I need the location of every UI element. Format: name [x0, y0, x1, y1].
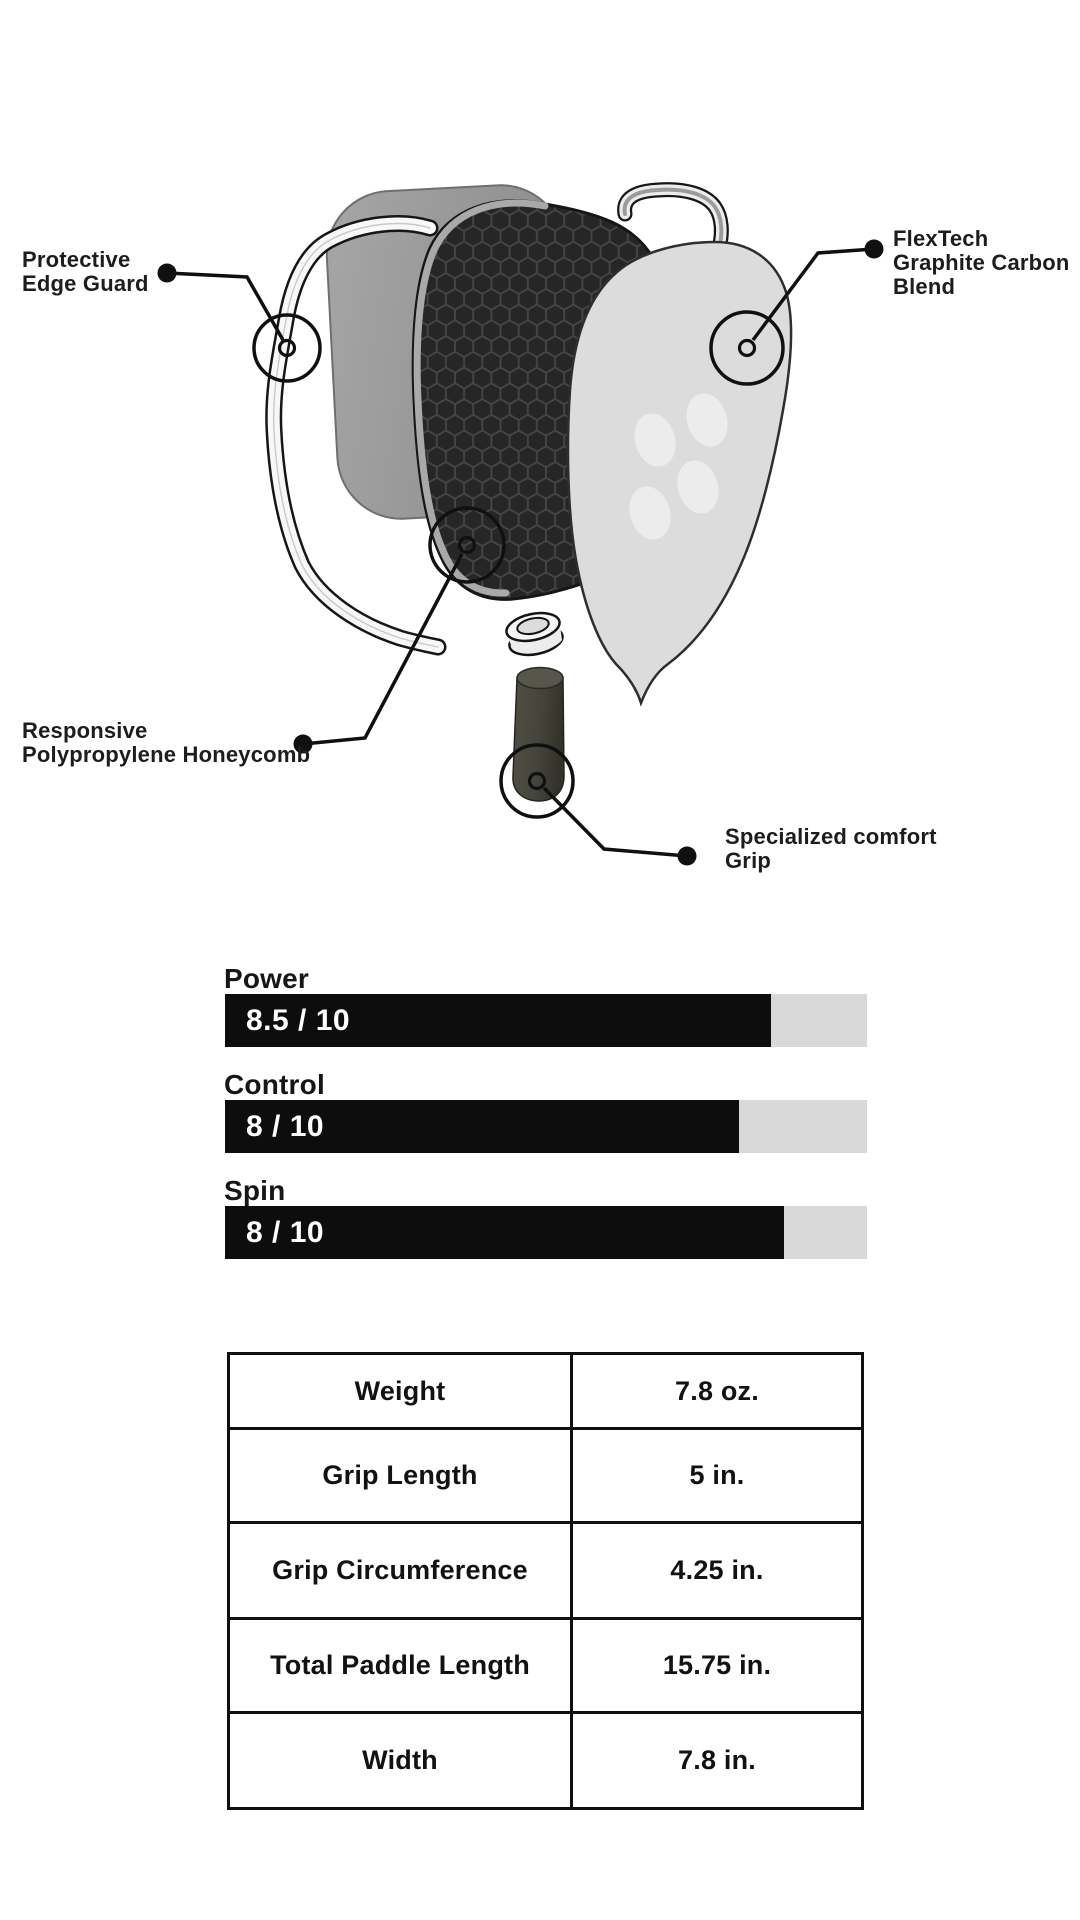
spec-label: Total Paddle Length: [230, 1620, 570, 1711]
rating-control: [224, 1070, 867, 1153]
spec-label: Weight: [230, 1355, 570, 1427]
rating-value: 8 / 10: [246, 1215, 325, 1249]
rating-label: Power: [224, 963, 310, 994]
rating-power: [224, 964, 867, 1047]
rating-fill: [225, 1206, 784, 1259]
callout-label-line: Specialized comfort: [725, 824, 937, 849]
callout-dot-grip: [678, 847, 697, 866]
spec-value: 4.25 in.: [573, 1524, 861, 1617]
spec-value: 7.8 oz.: [573, 1355, 861, 1427]
callout-line-edge-guard: [167, 273, 283, 340]
rating-track: [225, 994, 867, 1047]
rating-value: 8 / 10: [246, 1109, 325, 1143]
rating-fill: [225, 1100, 739, 1153]
rating-track: [225, 1100, 867, 1153]
rating-fill: [225, 994, 771, 1047]
callout-label-line: Polypropylene Honeycomb: [22, 742, 311, 767]
callout-label-grip: [725, 825, 937, 873]
callout-label-edge-guard: [22, 248, 149, 296]
front-face-shape: [568, 242, 791, 703]
rating-spin: [224, 1176, 867, 1259]
callout-label-line: Responsive: [22, 718, 148, 743]
spec-label: Grip Length: [230, 1430, 570, 1521]
spec-value: 7.8 in.: [573, 1714, 861, 1807]
grip-shape: [513, 668, 564, 802]
callout-label-line: Blend: [893, 274, 956, 299]
throat-collar-shape: [504, 609, 565, 660]
specs-table: [227, 1352, 864, 1810]
callout-label-line: Grip: [725, 848, 772, 873]
callout-dot-face: [865, 240, 884, 259]
rating-label: Control: [224, 1069, 325, 1100]
callout-label-face-material: [893, 227, 1070, 299]
rating-label: Spin: [224, 1175, 286, 1206]
spec-label: Grip Circumference: [230, 1524, 570, 1617]
rating-value: 8.5 / 10: [246, 1003, 351, 1037]
spec-label: Width: [230, 1714, 570, 1807]
spec-value: 5 in.: [573, 1430, 861, 1521]
callout-label-line: Graphite Carbon: [893, 250, 1070, 275]
callout-label-core: [22, 719, 310, 767]
callout-label-line: Protective: [22, 247, 131, 272]
spec-value: 15.75 in.: [573, 1620, 861, 1711]
callout-dot-edge-guard: [158, 264, 177, 283]
callout-label-line: FlexTech: [893, 226, 989, 251]
callout-line-grip: [544, 788, 687, 856]
callout-label-line: Edge Guard: [22, 271, 149, 296]
rating-track: [225, 1206, 867, 1259]
